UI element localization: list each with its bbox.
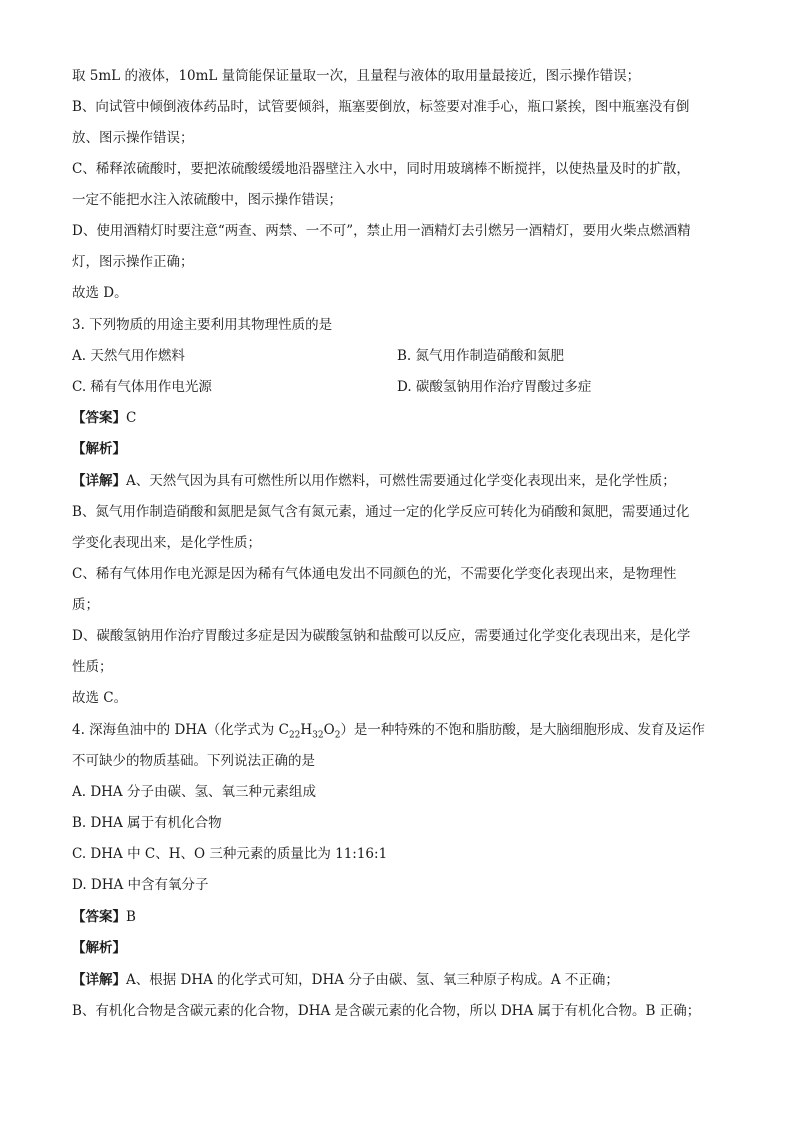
q3-detail-line: D、碳酸氢钠用作治疗胃酸过多症是因为碳酸氢钠和盐酸可以反应，需要通过化学变化表现出来，是化学 (72, 628, 691, 644)
question-4-stem-cont: 不可缺少的物质基础。下列说法正确的是 (72, 753, 315, 769)
q3-detail-line: B、氮气用作制造硝酸和氮肥是氮气含有氮元素，通过一定的化学反应可转化为硝酸和氮肥，需要通过化 (72, 504, 690, 520)
q4-option-c: C. DHA 中 C、H、O 三种元素的质量比为 11:16:1 (72, 846, 388, 862)
text-line: 故选 D。 (72, 285, 128, 301)
q3-option-b: B. 氮气用作制造硝酸和氮肥 (397, 348, 565, 364)
text-line: 取 5mL 的液体，10mL 量筒能保证量取一次，且量程与液体的取用量最接近，图示操作错误； (72, 68, 641, 84)
question-4-stem: 4. 深海鱼油中的 DHA（化学式为 $C_{22}H_{32}O_2$）是一种特殊的不饱和脂肪酸，是大脑细胞形成、发育及运作 (72, 722, 705, 740)
q3-analysis-tag: 【解析】 (72, 441, 126, 457)
q4-detail-line: B、有机化合物是含碳元素的化合物，DHA 是含碳元素的化合物，所以 DHA 属于有机化合物。B 正确； (72, 1003, 701, 1019)
answer-value: B (126, 909, 136, 925)
text-line: D、使用酒精灯时要注意“两查、两禁、一不可”，禁止用一酒精灯去引燃另一酒精灯，要用火柴点燃酒精 (72, 223, 691, 239)
q3-detail-line: 故选 C。 (72, 690, 128, 706)
q4-option-b: B. DHA 属于有机化合物 (72, 815, 222, 831)
text-line: 灯，图示操作正确； (72, 254, 194, 270)
q4-detail-line: 【详解】A、根据 DHA 的化学式可知，DHA 分子由碳、氢、氧三种原子构成。A 不正确； (72, 972, 619, 988)
q3-detail-line: 【详解】A、天然气因为具有可燃性所以用作燃料，可燃性需要通过化学变化表现出来，是化学性质； (72, 473, 676, 489)
q4-option-a: A. DHA 分子由碳、氢、氧三种元素组成 (72, 784, 316, 800)
text-line: 一定不能把水注入浓硫酸中，图示操作错误； (72, 192, 342, 208)
q4-option-d: D. DHA 中含有氧分子 (72, 877, 209, 893)
q3-detail-line: 学变化表现出来，是化学性质； (72, 535, 261, 551)
answer-value: C (126, 410, 137, 426)
text-line: B、向试管中倾倒液体药品时，试管要倾斜，瓶塞要倒放，标签要对准手心，瓶口紧挨，图中瓶塞没有倒 (72, 99, 690, 115)
text-line: 放、图示操作错误； (72, 130, 194, 146)
answer-tag: 【答案】 (72, 410, 126, 426)
q3-option-c: C. 稀有气体用作电光源 (72, 379, 212, 395)
q3-option-a: A. 天然气用作燃料 (72, 348, 185, 364)
answer-tag: 【答案】 (72, 909, 126, 925)
q4-analysis-tag: 【解析】 (72, 940, 126, 956)
text-line: C、稀释浓硫酸时，要把浓硫酸缓缓地沿器壁注入水中，同时用玻璃棒不断搅拌，以使热量及时的扩散， (72, 161, 690, 177)
q3-detail-line: C、稀有气体用作电光源是因为稀有气体通电发出不同颜色的光，不需要化学变化表现出来，是物理性 (72, 566, 677, 582)
q3-answer (72, 408, 722, 428)
question-3-stem: 3. 下列物质的用途主要利用其物理性质的是 (72, 317, 333, 333)
q3-option-d: D. 碳酸氢钠用作治疗胃酸过多症 (397, 379, 592, 395)
q4-answer (72, 907, 722, 927)
q3-detail-line: 性质； (72, 659, 113, 675)
q3-detail-line: 质； (72, 597, 99, 613)
detail-tag: 【详解】 (72, 972, 126, 988)
detail-tag: 【详解】 (72, 473, 126, 489)
